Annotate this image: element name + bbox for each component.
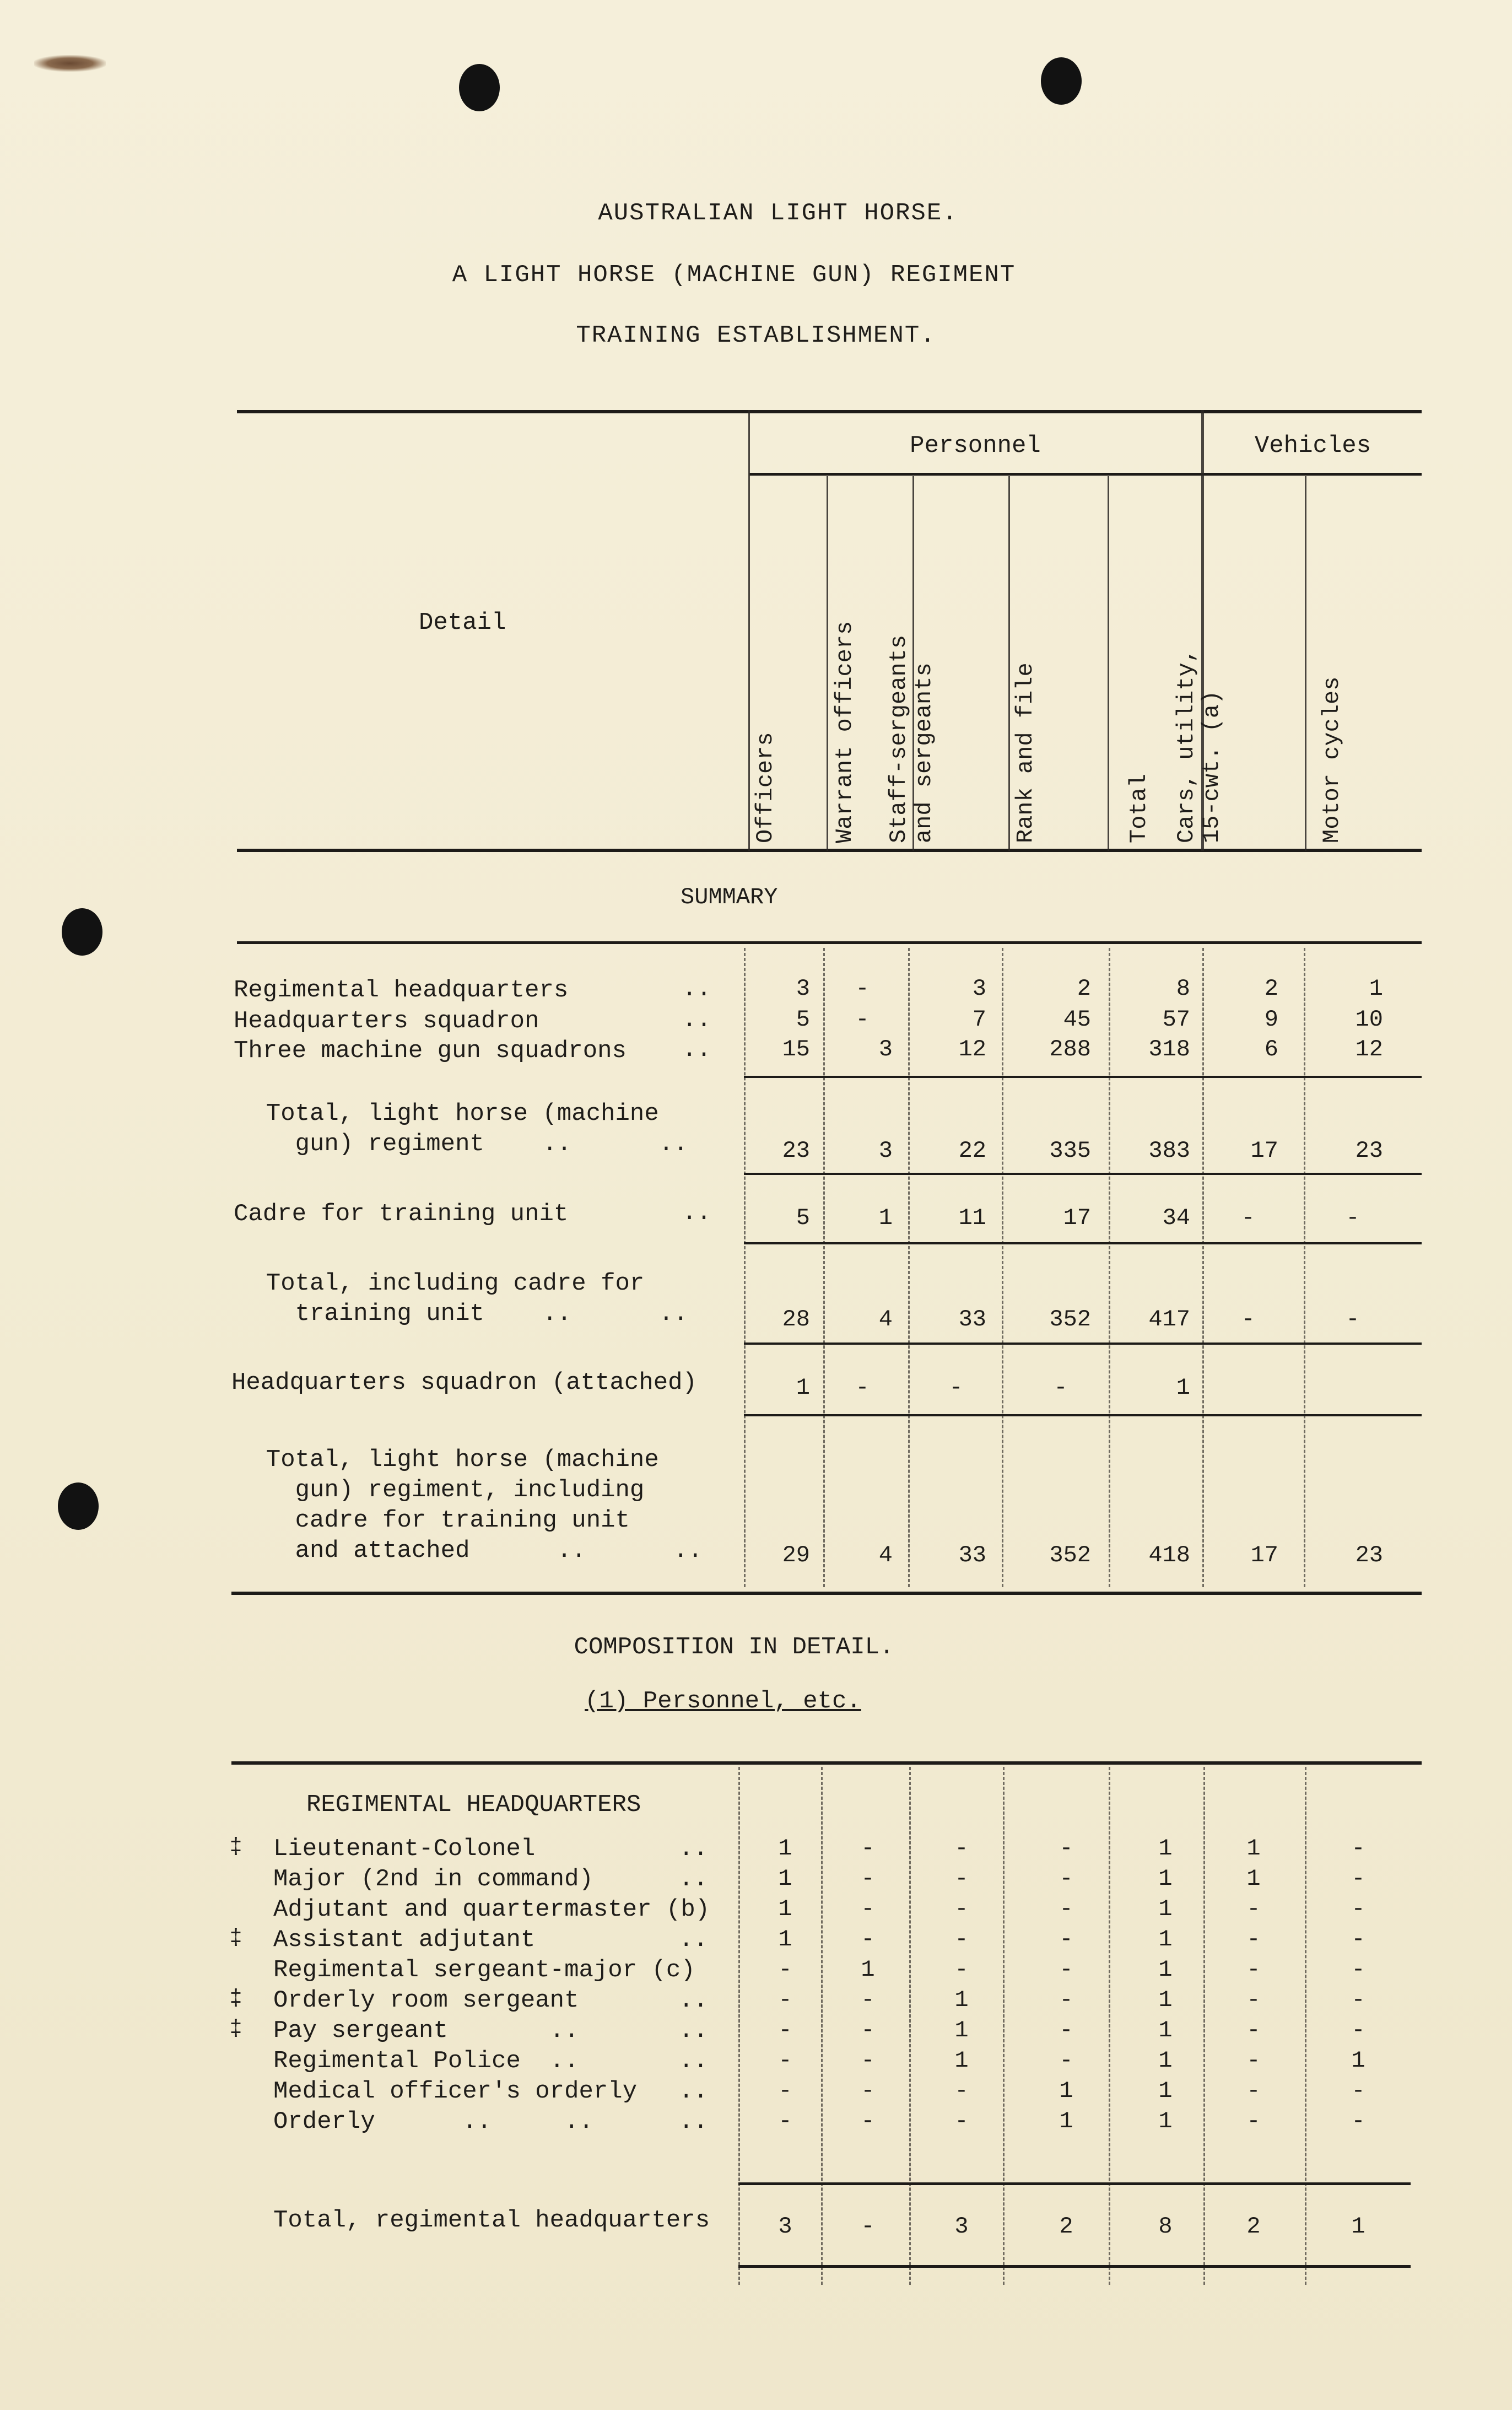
summary-cell: 1 <box>1176 1374 1190 1401</box>
rhq-total-cell: 2 <box>1246 2213 1261 2240</box>
doc-title: AUSTRALIAN LIGHT HORSE. <box>598 200 958 227</box>
leader-dots: .. <box>679 1835 708 1863</box>
summary-cell: 5 <box>796 1006 810 1033</box>
summary-cell: 4 <box>878 1306 893 1333</box>
rhq-total-label: Total, regimental headquarters <box>273 2207 710 2234</box>
rhq-cell: - <box>954 1866 969 1892</box>
col-staff-sergeants: Staff-sergeants and sergeants <box>885 634 937 843</box>
rhq-cell: - <box>861 1896 875 1922</box>
personnel-header: Personnel <box>910 432 1041 460</box>
summary-cell: 12 <box>1355 1036 1383 1063</box>
summary-cell: 9 <box>1264 1006 1278 1033</box>
rhq-cell: - <box>1059 2017 1073 2044</box>
col-motor-cycles: Motor cycles <box>1319 676 1345 843</box>
rhq-cell: 1 <box>1158 2017 1173 2044</box>
rhq-cell: - <box>1351 1926 1365 1953</box>
rhq-cell: - <box>1059 1956 1073 1983</box>
punch-hole-top-left <box>459 64 500 111</box>
summary-cell: 3 <box>878 1036 893 1063</box>
rhq-cell: 1 <box>1158 1956 1173 1983</box>
punch-hole-top-right <box>1041 57 1082 105</box>
rhq-cell: - <box>954 2078 969 2104</box>
star-marker: ‡ <box>229 1835 243 1860</box>
rhq-cell: 1 <box>1158 1896 1173 1922</box>
rhq-cell: - <box>861 1835 875 1862</box>
summary-cell: 383 <box>1148 1137 1190 1164</box>
document-page: AUSTRALIAN LIGHT HORSE. A LIGHT HORSE (MACHINE GUN) REGIMENT TRAINING ESTABLISHMENT. Personnel Vehicles Detail Officers Warrant officers Staff-sergeants and sergeants Rank and file Total Cars, utility, 15-cwt. (a) Motor cycles SUMMARY Regimental headquarters .. Headquarters squadron .. Three machine gun squadrons .. Total, light horse (machine gun) regiment .. .. Cadre for training unit .. Total, including cadre for training unit .. .. Headquarters squadron (attached) Total, light horse (machine gun) regiment, including cadre for training unit and attached .. .. 3 - 3 2 8 2 1 5 - 7 45 57 9 10 15 3 12 288 318 6 12 23 3 22 335 383 17 23 5 1 11 17 34 - - 28 4 33 352 417 - - 1 - - - 1 29 4 33 352 418 17 23 COMPOSITION IN DETAIL. (1) Personnel, etc. REGIMENTAL HEADQUARTERS ‡ Lieutenant-Colonel .. 1 - - - 1 1 - Major (2nd in command) .. 1 - - - 1 1 - Adjutant and quartermaster (b) 1 - - - 1 - - ‡ Assistant adjutant .. 1 - - - 1 - - Regimental sergeant-major (c) - 1 - - 1 - - ‡ Orderly room sergeant .. - - 1 - 1 - - ‡ Pay sergeant .. .. - - 1 - 1 - - Regimental Police .. .. - - 1 - 1 - 1 Medical officer's orderly .. - - - 1 1 - - Orderly .. .. .. - - - 1 1 - - Total, regimental headquarters 3 - 3 2 8 2 1 <box>0 0 1512 2410</box>
rhq-row-label: Major (2nd in command) <box>273 1866 593 1893</box>
summary-cell: 33 <box>958 1542 986 1568</box>
leader-dots: .. <box>679 2078 708 2105</box>
summary-label-hq-squadron: Headquarters squadron <box>234 1007 539 1035</box>
rust-stain <box>34 55 106 72</box>
rhq-cell: - <box>1059 1987 1073 2013</box>
rhq-cell: - <box>861 2108 875 2134</box>
summary-cell: 288 <box>1049 1036 1091 1063</box>
summary-cell: 45 <box>1063 1006 1091 1033</box>
rhq-cell: - <box>1351 1896 1365 1922</box>
rhq-cell: - <box>1351 2108 1365 2134</box>
leader-dots: .. <box>679 2017 708 2045</box>
summary-cell: 12 <box>958 1036 986 1063</box>
summary-cell: 3 <box>972 975 986 1002</box>
summary-cell: - <box>1346 1306 1360 1333</box>
composition-top-rule <box>231 1761 1422 1765</box>
rhq-cell: - <box>861 1926 875 1953</box>
doc-subtitle-2: TRAINING ESTABLISHMENT. <box>576 322 936 349</box>
star-marker: ‡ <box>229 1926 243 1951</box>
summary-cell: 17 <box>1250 1542 1278 1568</box>
summary-cell: 418 <box>1148 1542 1190 1568</box>
rhq-cell: - <box>1351 1956 1365 1983</box>
summary-label-total-all: Total, light horse (machine gun) regiment, including cadre for training unit and attached .. .. <box>266 1446 703 1565</box>
summary-cell: 1 <box>1369 975 1383 1002</box>
rhq-cell: - <box>1059 1926 1073 1953</box>
rhq-total-cell: 3 <box>954 2213 969 2240</box>
summary-cell: 2 <box>1077 975 1091 1002</box>
vehicles-header: Vehicles <box>1254 432 1371 460</box>
summary-cell: 17 <box>1250 1137 1278 1164</box>
summary-cell: 15 <box>782 1036 810 1063</box>
rhq-cell: - <box>1246 2078 1261 2104</box>
rhq-row-label: Orderly room sergeant <box>273 1987 579 2014</box>
rhq-cell: - <box>1059 1866 1073 1892</box>
summary-cell: 1 <box>878 1205 893 1231</box>
composition-subtitle: (1) Personnel, etc. <box>585 1687 861 1715</box>
rhq-cell: - <box>778 1987 792 2013</box>
rhq-cell: 1 <box>1158 1926 1173 1953</box>
rhq-cell: - <box>954 2108 969 2134</box>
summary-cell: - <box>1241 1205 1255 1231</box>
summary-cell: 22 <box>958 1137 986 1164</box>
rhq-cell: - <box>778 2047 792 2074</box>
rhq-cell: - <box>778 1956 792 1983</box>
rhq-cell: - <box>954 1835 969 1862</box>
col-warrant-officers: Warrant officers <box>831 621 858 843</box>
rhq-cell: - <box>861 1987 875 2013</box>
rhq-cell: 1 <box>1158 2108 1173 2134</box>
leader-dots: .. <box>679 1926 708 1954</box>
col-rank-and-file: Rank and file <box>1012 662 1039 843</box>
rhq-cell: - <box>861 1866 875 1892</box>
summary-cell: - <box>949 1374 963 1401</box>
rhq-cell: 1 <box>1351 2047 1365 2074</box>
star-marker: ‡ <box>229 1987 243 2012</box>
summary-label-total-regiment: Total, light horse (machine gun) regiment .. .. <box>266 1100 688 1158</box>
summary-cell: - <box>1241 1306 1255 1333</box>
summary-top-rule <box>237 941 1422 944</box>
summary-cell: 11 <box>958 1205 986 1231</box>
summary-title: SUMMARY <box>681 884 778 910</box>
rhq-cell: - <box>1246 2047 1261 2074</box>
rhq-cell: - <box>1246 2108 1261 2134</box>
rhq-row-label: Orderly .. .. <box>273 2108 593 2136</box>
rhq-total-cell: 2 <box>1059 2213 1073 2240</box>
summary-label-mg-squadrons: Three machine gun squadrons <box>234 1037 627 1065</box>
rhq-row-label: Regimental Police .. <box>273 2047 579 2075</box>
star-marker: ‡ <box>229 2017 243 2042</box>
rhq-cell: 1 <box>1158 1987 1173 2013</box>
summary-cell: 2 <box>1264 975 1278 1002</box>
summary-cell: 335 <box>1049 1137 1091 1164</box>
rhq-cell: 1 <box>778 1835 792 1862</box>
rhq-section-title: REGIMENTAL HEADQUARTERS <box>306 1791 641 1819</box>
summary-cell: - <box>855 1374 870 1401</box>
rhq-cell: - <box>954 1896 969 1922</box>
rhq-row-label: Adjutant and quartermaster (b) <box>273 1896 710 1923</box>
rhq-total-cell: - <box>861 2213 875 2240</box>
rhq-cell: - <box>1246 1956 1261 1983</box>
summary-cell: 34 <box>1162 1205 1190 1231</box>
rhq-cell: - <box>1059 2047 1073 2074</box>
summary-cell: 5 <box>796 1205 810 1231</box>
summary-cell: - <box>1346 1205 1360 1231</box>
col-officers: Officers <box>752 732 779 843</box>
rhq-cell: - <box>954 1926 969 1953</box>
summary-cell: 28 <box>782 1306 810 1333</box>
rhq-cell: - <box>778 2017 792 2044</box>
summary-cell: 10 <box>1355 1006 1383 1033</box>
rhq-cell: - <box>1246 1987 1261 2013</box>
rhq-cell: 1 <box>778 1866 792 1892</box>
rhq-total-cell: 3 <box>778 2213 792 2240</box>
summary-cell: 3 <box>796 975 810 1002</box>
summary-cell: 4 <box>878 1542 893 1568</box>
table-top-rule <box>237 410 1422 413</box>
summary-cell: 8 <box>1176 975 1190 1002</box>
rhq-row-label: Medical officer's orderly <box>273 2078 638 2105</box>
rhq-cell: 1 <box>954 2017 969 2044</box>
summary-cell: 6 <box>1264 1036 1278 1063</box>
rhq-row-label: Regimental sergeant-major (c) <box>273 1956 695 1984</box>
summary-cell: - <box>855 1006 870 1033</box>
summary-cell: 23 <box>782 1137 810 1164</box>
summary-bottom-rule <box>231 1592 1422 1595</box>
summary-cell: 352 <box>1049 1306 1091 1333</box>
summary-cell: 57 <box>1162 1006 1190 1033</box>
rhq-row-label: Pay sergeant .. <box>273 2017 579 2045</box>
doc-subtitle: A LIGHT HORSE (MACHINE GUN) REGIMENT <box>452 261 1016 289</box>
rhq-cell: - <box>1351 2078 1365 2104</box>
rhq-cell: 1 <box>1059 2078 1073 2104</box>
rhq-cell: - <box>1246 2017 1261 2044</box>
rhq-cell: - <box>778 2078 792 2104</box>
summary-cell: 17 <box>1063 1205 1091 1231</box>
rhq-row-label: Lieutenant-Colonel <box>273 1835 536 1863</box>
summary-cell: 3 <box>878 1137 893 1164</box>
rhq-cell: 1 <box>1158 2047 1173 2074</box>
rhq-cell: - <box>1351 2017 1365 2044</box>
summary-cell: 7 <box>972 1006 986 1033</box>
rhq-cell: - <box>861 2017 875 2044</box>
summary-cell: 23 <box>1355 1137 1383 1164</box>
col-cars-utility: Cars, utility, 15-cwt. (a) <box>1173 649 1225 843</box>
rhq-cell: 1 <box>1246 1835 1261 1862</box>
rhq-cell: - <box>1059 1835 1073 1862</box>
rhq-cell: 1 <box>1158 2078 1173 2104</box>
summary-cell: - <box>1054 1374 1068 1401</box>
leader-dots: .. <box>679 1987 708 2014</box>
summary-cell: 318 <box>1148 1036 1190 1063</box>
rhq-cell: - <box>1351 1835 1365 1862</box>
rhq-cell: 1 <box>1158 1866 1173 1892</box>
summary-label-rhq: Regimental headquarters <box>234 977 569 1004</box>
summary-cell: 23 <box>1355 1542 1383 1568</box>
rhq-cell: 1 <box>861 1956 875 1983</box>
rhq-cell: - <box>778 2108 792 2134</box>
rhq-cell: - <box>861 2047 875 2074</box>
summary-cell: - <box>855 975 870 1002</box>
rhq-cell: - <box>1351 1987 1365 2013</box>
punch-hole-left-lower <box>58 1482 99 1530</box>
rhq-cell: - <box>861 2078 875 2104</box>
rhq-cell: 1 <box>954 2047 969 2074</box>
rhq-cell: 1 <box>954 1987 969 2013</box>
leader-dots: .. <box>679 1866 708 1893</box>
rhq-cell: - <box>1246 1926 1261 1953</box>
rhq-cell: 1 <box>778 1926 792 1953</box>
leader-dots: .. <box>679 2047 708 2075</box>
header-bottom-rule <box>237 849 1422 852</box>
rhq-cell: 1 <box>1158 1835 1173 1862</box>
summary-cell: 29 <box>782 1542 810 1568</box>
group-header-rule <box>749 473 1422 476</box>
rhq-cell: - <box>1246 1896 1261 1922</box>
summary-label-total-cadre: Total, including cadre for training unit .. .. <box>266 1270 688 1328</box>
rhq-total-cell: 1 <box>1351 2213 1365 2240</box>
summary-cell: 1 <box>796 1374 810 1401</box>
leader-dots: .. <box>679 2108 708 2136</box>
detail-header: Detail <box>419 609 506 637</box>
rhq-cell: 1 <box>1059 2108 1073 2134</box>
rhq-cell: - <box>1059 1896 1073 1922</box>
rhq-row-label: Assistant adjutant <box>273 1926 536 1954</box>
punch-hole-left-upper <box>62 908 102 956</box>
summary-label-hq-attached: Headquarters squadron (attached) <box>231 1369 697 1397</box>
summary-cell: 417 <box>1148 1306 1190 1333</box>
summary-label-cadre: Cadre for training unit <box>234 1200 569 1228</box>
composition-title: COMPOSITION IN DETAIL. <box>574 1633 894 1661</box>
rhq-cell: 1 <box>778 1896 792 1922</box>
col-total: Total <box>1126 773 1152 843</box>
rhq-cell: 1 <box>1246 1866 1261 1892</box>
rhq-total-cell: 8 <box>1158 2213 1173 2240</box>
rhq-cell: - <box>1351 1866 1365 1892</box>
summary-cell: 352 <box>1049 1542 1091 1568</box>
rhq-cell: - <box>954 1956 969 1983</box>
summary-cell: 33 <box>958 1306 986 1333</box>
